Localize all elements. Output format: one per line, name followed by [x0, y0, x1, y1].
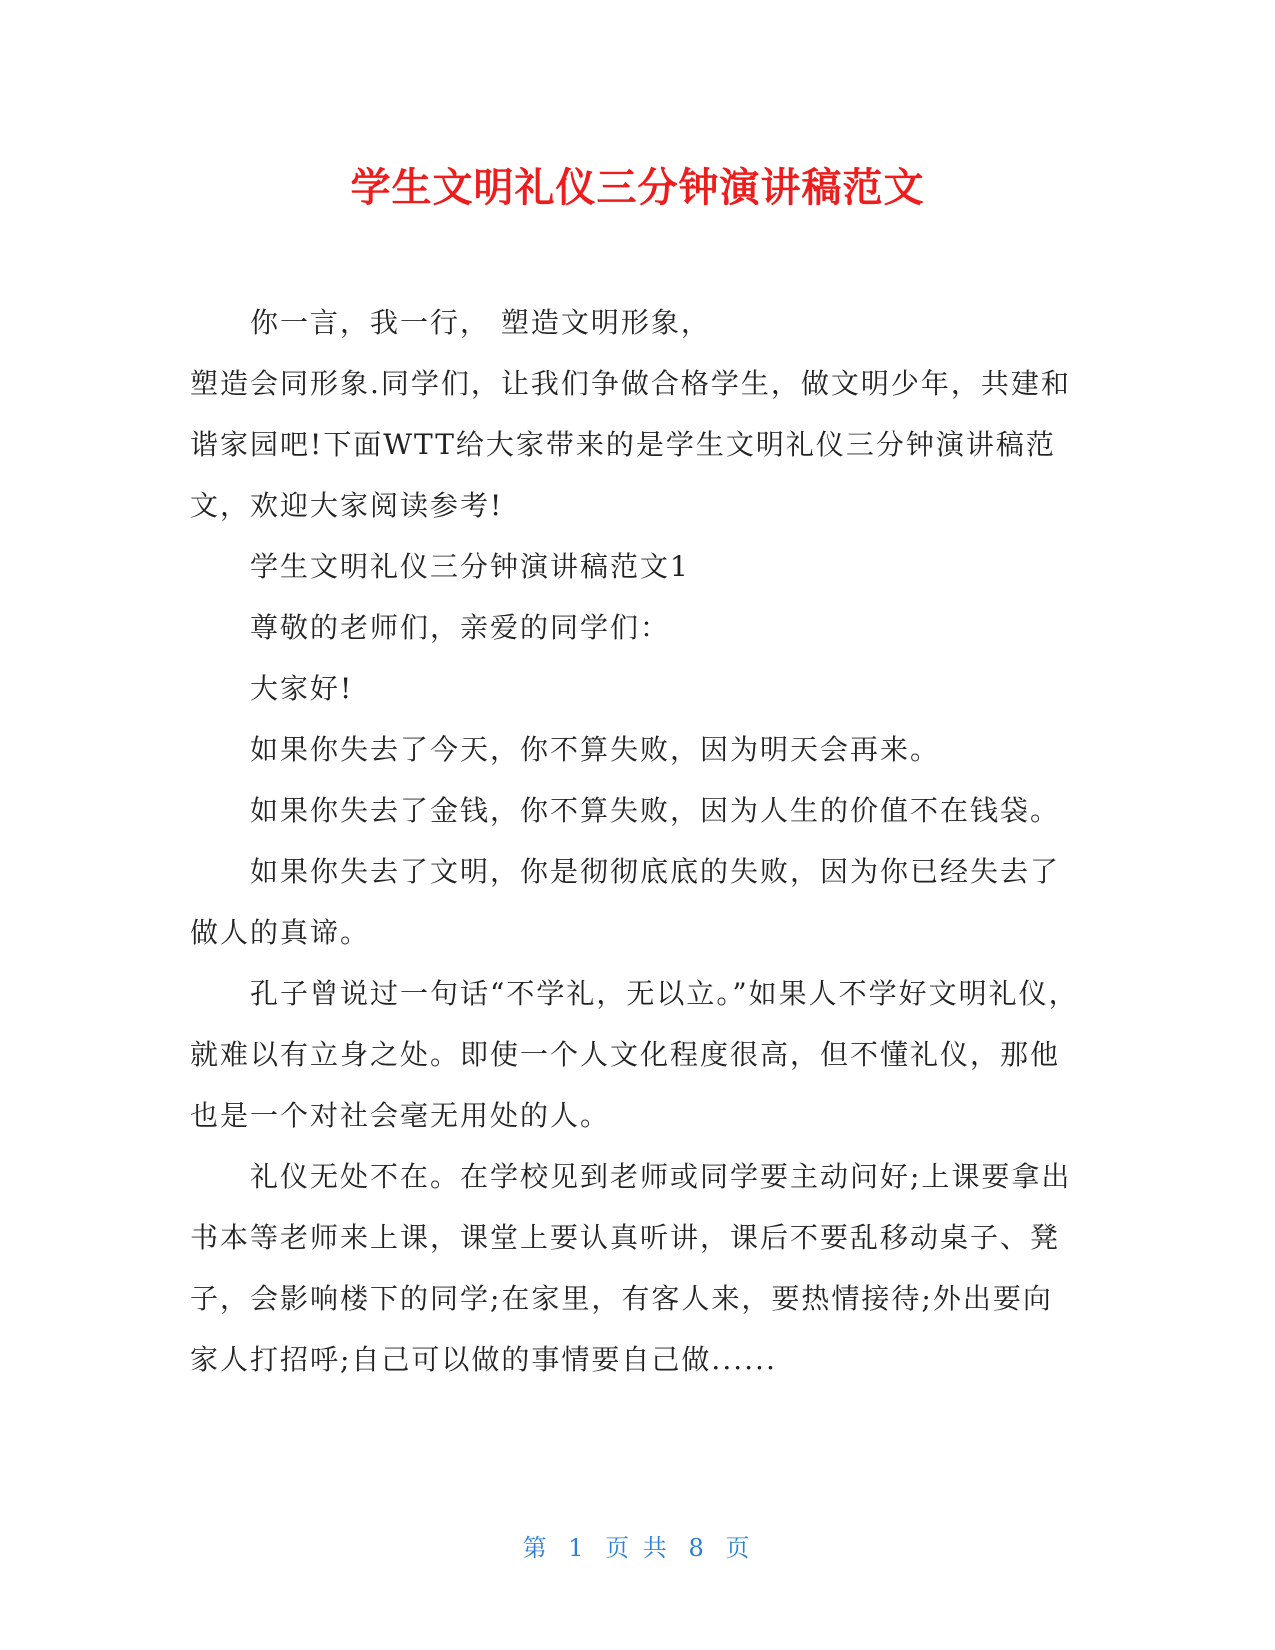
paragraph: 如果你失去了文明，你是彻彻底底的失败，因为你已经失去了做人的真谛。 [190, 855, 1061, 949]
paragraph: 如果你失去了金钱，你不算失败，因为人生的价值不在钱袋。 [250, 794, 1061, 827]
footer-page-number: 1 [568, 1534, 587, 1562]
paragraph: 尊敬的老师们，亲爱的同学们： [250, 611, 671, 644]
document-title: 学生文明礼仪三分钟演讲稿范文 [350, 165, 925, 211]
paragraph: 塑造会同形象.同学们，让我们争做合格学生，做文明少年，共建和谐家园吧!下面WTT给大家带来的是学生文明礼仪三分钟演讲稿范文，欢迎大家阅读参考! [190, 367, 1071, 522]
paragraph: 如果你失去了今天，你不算失败，因为明天会再来。 [250, 733, 941, 766]
paragraph: 大家好! [250, 672, 354, 705]
document-body [190, 292, 1080, 1390]
footer-middle: 页 共 [605, 1534, 670, 1562]
footer-suffix: 页 [725, 1534, 753, 1562]
footer-prefix: 第 [522, 1534, 550, 1562]
page-footer [0, 1532, 1275, 1564]
paragraph: 你一言，我一行， 塑造文明形象， [250, 306, 711, 339]
paragraph: 孔子曾说过一句话“不学礼，无以立。”如果人不学好文明礼仪，就难以有立身之处。即使一个人文化程度很高，但不懂礼仪，那他也是一个对社会毫无用处的人。 [190, 977, 1079, 1132]
paragraph: 学生文明礼仪三分钟演讲稿范文1 [250, 550, 690, 583]
paragraph: 礼仪无处不在。在学校见到老师或同学要主动问好;上课要拿出书本等老师来上课，课堂上要认真听讲，课后不要乱移动桌子、凳子，会影响楼下的同学;在家里，有客人来，要热情接待;外出要向家人打招呼;自己可以做的事情要自己做...... [190, 1160, 1072, 1376]
footer-page-total: 8 [688, 1534, 707, 1562]
